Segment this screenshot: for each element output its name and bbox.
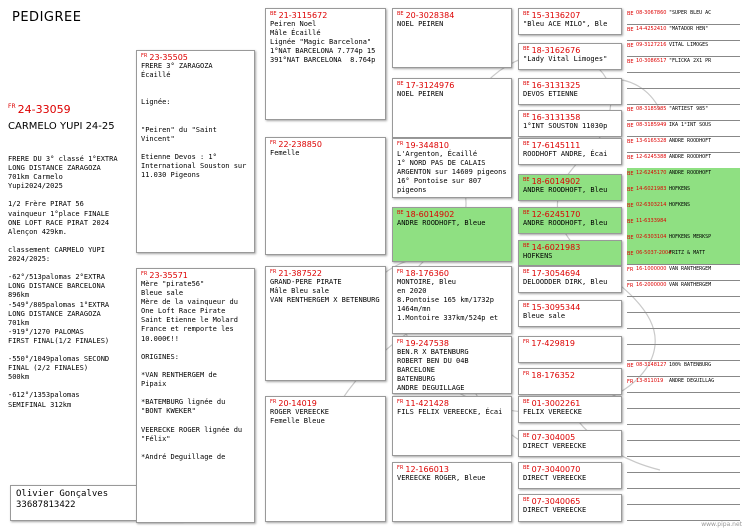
g5-ancestor-line[interactable] <box>627 216 740 233</box>
ring-number: $^{BE}$ 07-304005 <box>523 433 576 442</box>
ring-number: $^{BE}$ 07-3040070 <box>523 465 581 474</box>
g4-ancestor-box[interactable] <box>518 300 622 327</box>
flag-code: BE <box>627 363 634 369</box>
g5-ancestor-line[interactable] <box>627 72 740 89</box>
g3-ancestor-box[interactable] <box>392 8 512 68</box>
ancestor-name: "SUPER BLEU AC <box>669 10 712 16</box>
ancestor-text: NOEL PEIREN <box>397 90 444 98</box>
ancestor-name: HOFKENS MERKSP <box>669 234 712 240</box>
ancestor-name: "FLICKA 2X1 PR <box>669 58 712 64</box>
ring-number: $^{FR}$ 12-166013 <box>397 465 449 474</box>
g4-ancestor-box[interactable] <box>518 8 622 35</box>
g4-ancestor-box[interactable] <box>518 110 622 137</box>
ancestor-name: ANDRE DEGUILLAG <box>669 378 715 384</box>
g5-ancestor-line[interactable] <box>627 312 740 329</box>
g5-ancestor-line[interactable] <box>627 360 740 377</box>
flag-code: BE <box>627 43 634 49</box>
g4-ancestor-box[interactable] <box>518 138 622 165</box>
g5-ancestor-line[interactable] <box>627 40 740 57</box>
g5-ancestor-line[interactable] <box>627 56 740 73</box>
g5-ancestor-line[interactable] <box>627 8 740 25</box>
flag-code: BE <box>627 219 634 225</box>
ring-number: $^{FR}$ 21-387522 <box>270 269 322 278</box>
g3-ancestor-box[interactable] <box>392 462 512 522</box>
ring-number: 11-6333984 <box>636 218 667 224</box>
owner-phone: 33687813422 <box>16 500 76 511</box>
g2-ancestor-box[interactable] <box>265 137 386 255</box>
ring-number: $^{BE}$ 17-3124976 <box>397 81 455 90</box>
ancestor-text: GRAND-PERE PIRATE Mâle Bleu sale VAN RENTHERGEM X BETENBURG <box>270 278 380 305</box>
ring-number: 08-3067860 <box>636 10 667 16</box>
g5-ancestor-line[interactable] <box>627 88 740 105</box>
g5-ancestor-line[interactable] <box>627 408 740 425</box>
g5-ancestor-line[interactable] <box>627 264 740 281</box>
ancestor-text: Femelle <box>270 149 300 157</box>
ancestor-text: DEVOS ETIENNE <box>523 90 578 98</box>
ancestor-text: FILS FELIX VEREECKE, Écai <box>397 408 503 416</box>
flag-code: BE <box>627 155 634 161</box>
flag-code: BE <box>627 123 634 129</box>
ancestor-text: Bleue sale <box>523 312 566 320</box>
ring-number: $^{FR}$ 19-247538 <box>397 339 449 348</box>
sire-ring: $^{FR}$ 23-35505 <box>141 53 188 62</box>
flag-code: BE <box>627 251 634 257</box>
ring-number: $^{FR}$ 11-421428 <box>397 399 449 408</box>
owner-name: Olivier Gonçalves <box>16 489 109 499</box>
ring-number: $^{BE}$ 01-3002261 <box>523 399 581 408</box>
g4-ancestor-box[interactable] <box>518 462 622 489</box>
ancestor-text: VEREECKE ROGER, Bleue <box>397 474 486 482</box>
ring-number: $^{BE}$ 07-3040065 <box>523 497 581 506</box>
g5-ancestor-line[interactable] <box>627 136 740 153</box>
g5-ancestor-line[interactable] <box>627 440 740 457</box>
g3-ancestor-box[interactable] <box>392 138 512 198</box>
g2-ancestor-box[interactable] <box>265 8 386 120</box>
ancestor-text: HOFKENS <box>523 252 553 260</box>
g5-ancestor-line[interactable] <box>627 168 740 185</box>
subject-ring: $^{FR}$ 24-33059 <box>8 103 71 116</box>
flag-code: FR <box>627 379 634 385</box>
ring-number: 10-3086517 <box>636 58 667 64</box>
g3-ancestor-box[interactable] <box>392 396 512 456</box>
ring-number: 14-6021983 <box>636 186 667 192</box>
dam-box[interactable] <box>136 268 255 523</box>
flag-code: BE <box>627 171 634 177</box>
flag-code: BE <box>627 235 634 241</box>
g4-ancestor-box[interactable] <box>518 174 622 201</box>
flag-code: BE <box>627 27 634 33</box>
ring-number: 14-4252410 <box>636 26 667 32</box>
ancestor-text: DIRECT VEREECKE <box>523 442 587 450</box>
ancestor-text: ROGER VEREECKE Femelle Bleue <box>270 408 330 426</box>
flag-code: BE <box>627 107 634 113</box>
g3-ancestor-box[interactable] <box>392 78 512 138</box>
ancestor-name: IKA 1°INT SOUS <box>669 122 712 128</box>
g5-ancestor-line[interactable] <box>627 184 740 201</box>
ring-number: $^{FR}$ 17-429819 <box>523 339 575 348</box>
dam-text: Mère "pirate56" Bleue sale Mère de la vainqueur du One Loft Race Pirate Saint Etienne le Molard France et remporte les 10.000€!! ORIGINES: *VAN RENTHERGEM de Pipaix *BATEMBURG lignée du "BONT KWEKER" VEERECKE ROGER lignée du "Félix" *André Deguillage de <box>141 280 243 461</box>
g5-ancestor-line[interactable] <box>627 376 740 393</box>
ring-number: 13-811019 <box>636 378 664 384</box>
ring-number: $^{FR}$ 18-176360 <box>397 269 449 278</box>
ring-number: 09-3127216 <box>636 42 667 48</box>
ring-number: $^{BE}$ 12-6245170 <box>523 210 581 219</box>
site-watermark: www.pipa.net <box>701 521 742 528</box>
ring-number: $^{FR}$ 19-344810 <box>397 141 449 150</box>
ancestor-text: 1°INT SOUSTON 11030p <box>523 122 608 130</box>
ancestor-text: ANDRE ROODHOFT, Bleu <box>523 186 608 194</box>
ring-number: 02-6303214 <box>636 202 667 208</box>
ring-number: $^{BE}$ 18-6014902 <box>523 177 581 186</box>
ancestor-text: BEN.R X BATENBURG ROBERT BEN DU 04B BARCELONE BATENBURG ANDRE DEGUILLAGE <box>397 348 469 393</box>
g5-ancestor-line[interactable] <box>627 488 740 505</box>
ring-number: $^{BE}$ 15-3136207 <box>523 11 581 20</box>
subject-description: FRERE DU 3° classé 1°EXTRA LONG DISTANCE ZARAGOZA 701km Carmelo Yupi2024/2025 1/2 Frère PIRAT 56 vainqueur 1°place FINALE ONE LOFT RACE PIRAT 2024 Alençon 429km. classement CARMELO YUPI 2024/2025: -62°/513palomas 2°EXTRA LONG DISTANCE BARCELONA 896km -549°/805palomas 1°EXTRA LONG DISTANCE ZARAGOZA 701km -919°/1270 PALOMAS FIRST FINAL(1/2 FINALES) -550°/1049palomas SECOND FINAL (2/2 FINALES) 500km -612°/1353palomas SEMIFINAL 312km <box>8 155 118 409</box>
g5-ancestor-line[interactable] <box>627 248 740 265</box>
ring-number: $^{FR}$ 22-238850 <box>270 140 322 149</box>
page-title: PEDIGREE <box>12 10 82 25</box>
ring-number: 16-1000000 <box>636 266 667 272</box>
g5-ancestor-line[interactable] <box>627 504 740 521</box>
g4-ancestor-box[interactable] <box>518 494 622 522</box>
flag-code: BE <box>627 187 634 193</box>
flag-code: FR <box>627 283 634 289</box>
flag-code: FR <box>627 267 634 273</box>
subject-pigeon <box>8 103 115 132</box>
g4-ancestor-box[interactable] <box>518 396 622 423</box>
ring-number: 12-6245170 <box>636 170 667 176</box>
ancestor-text: ROODHOFT ANDRE, Écai <box>523 150 608 158</box>
sire-box[interactable] <box>136 50 255 253</box>
g5-ancestor-line[interactable] <box>627 328 740 345</box>
ancestor-text: DIRECT VEREECKE <box>523 474 587 482</box>
ancestor-text: ANDRE ROODHOFT, Bleue <box>397 219 486 227</box>
ancestor-name: HOFKENS <box>669 186 691 192</box>
ancestor-text: DELOODDER DIRK, Bleu <box>523 278 608 286</box>
ancestor-text: NOEL PEIREN <box>397 20 444 28</box>
ancestor-name: "ARTIEST 985" <box>669 106 709 112</box>
ring-number: 06-5037-2004 <box>636 250 672 256</box>
ancestor-text: "Lady Vital Limoges" <box>523 55 608 63</box>
sire-text: FRERE 3° ZARAGOZA Écaillé Lignée: "Peiren" du "Saint Vincent" Etienne Devos : 1° International Souston sur 11.030 Pigeons <box>141 62 247 180</box>
g5-ancestor-line[interactable] <box>627 24 740 41</box>
g5-ancestor-line[interactable] <box>627 456 740 473</box>
g5-ancestor-line[interactable] <box>627 424 740 441</box>
g4-ancestor-box[interactable] <box>518 240 622 266</box>
g4-ancestor-box[interactable] <box>518 430 622 457</box>
ring-number: 12-6245388 <box>636 154 667 160</box>
ring-number: 16-2000000 <box>636 282 667 288</box>
ring-number: 08-3185949 <box>636 122 667 128</box>
ring-number: 02-6303104 <box>636 234 667 240</box>
g4-ancestor-box[interactable] <box>518 266 622 293</box>
ring-number: $^{BE}$ 20-3028384 <box>397 11 455 20</box>
g4-ancestor-box[interactable] <box>518 207 622 234</box>
ancestor-text: MONTOIRE, Bleu en 2020 8.Pontoise 165 km/1732p 1464m/mn 1.Montoire 337km/524p et <box>397 278 499 323</box>
g5-ancestor-line[interactable] <box>627 296 740 313</box>
ancestor-text: Peiren Noel Mâle Écaillé Lignée "Magic Barcelona" 1°NAT BARCELONA 7.774p 15 391°NAT BARCELONA 8.764p <box>270 20 376 65</box>
g2-ancestor-box[interactable] <box>265 266 386 381</box>
g5-ancestor-line[interactable] <box>627 392 740 409</box>
ancestor-name: VAN RANTHERGEM <box>669 282 712 288</box>
flag-code: BE <box>627 11 634 17</box>
g4-ancestor-box[interactable] <box>518 336 622 363</box>
subject-name: CARMELO YUPI 24-25 <box>8 121 115 132</box>
g2-ancestor-box[interactable] <box>265 396 386 522</box>
g4-ancestor-box[interactable] <box>518 78 622 105</box>
dam-ring: $^{FR}$ 23-35571 <box>141 271 188 280</box>
ring-number: $^{BE}$ 21-3115672 <box>270 11 328 20</box>
g5-ancestor-line[interactable] <box>627 152 740 169</box>
ring-number: $^{BE}$ 15-3095344 <box>523 303 581 312</box>
ancestor-name: 100% BATENBURG <box>669 362 712 368</box>
g5-ancestor-line[interactable] <box>627 472 740 489</box>
ancestor-text: ANDRE ROODHOFT, Bleu <box>523 219 608 227</box>
ring-number: $^{BE}$ 14-6021983 <box>523 243 581 252</box>
g5-ancestor-line[interactable] <box>627 120 740 137</box>
g5-ancestor-line[interactable] <box>627 232 740 249</box>
ancestor-text: DIRECT VEREECKE <box>523 506 587 514</box>
ring-number: $^{BE}$ 17-6145111 <box>523 141 581 150</box>
ring-number: $^{BE}$ 18-3162676 <box>523 46 581 55</box>
ring-number: $^{FR}$ 18-176352 <box>523 371 575 380</box>
ancestor-text: FELIX VEREECKE <box>523 408 583 416</box>
ancestor-name: VITAL LIMOGES <box>669 42 709 48</box>
flag-code: BE <box>627 203 634 209</box>
ancestor-name: FRITZ & MATT <box>669 250 706 256</box>
ring-number: 08-3148127 <box>636 362 667 368</box>
ring-number: 13-6165328 <box>636 138 667 144</box>
flag-code: BE <box>627 59 634 65</box>
g5-ancestor-line[interactable] <box>627 280 740 297</box>
ancestor-name: VAN RANTHERGEM <box>669 266 712 272</box>
ancestor-name: ANDRE ROODHOFT <box>669 170 712 176</box>
ancestor-text: L'Argenton, Écaillé 1° NORD PAS DE CALAIS ARGENTON sur 14609 pigeons 16° Pontoise sur 807 pigeons <box>397 150 507 195</box>
g3-ancestor-box[interactable] <box>392 207 512 262</box>
flag-code: BE <box>627 139 634 145</box>
g5-ancestor-line[interactable] <box>627 344 740 361</box>
ring-number: 08-3185985 <box>636 106 667 112</box>
g5-ancestor-line[interactable] <box>627 104 740 121</box>
ancestor-name: ANDRE ROODHOFT <box>669 154 712 160</box>
g4-ancestor-box[interactable] <box>518 368 622 395</box>
ring-number: $^{BE}$ 16-3131358 <box>523 113 581 122</box>
ancestor-text: "Bleu ACE MILO", Ble <box>523 20 608 28</box>
ancestor-name: ANDRE ROODHOFT <box>669 138 712 144</box>
g4-ancestor-box[interactable] <box>518 43 622 70</box>
ancestor-name: "MATADOR HEN" <box>669 26 709 32</box>
ring-number: $^{BE}$ 16-3131325 <box>523 81 581 90</box>
ring-number: $^{BE}$ 18-6014902 <box>397 210 455 219</box>
ring-number: $^{BE}$ 17-3054694 <box>523 269 581 278</box>
ring-number: $^{FR}$ 20-14019 <box>270 399 317 408</box>
g5-ancestor-line[interactable] <box>627 200 740 217</box>
ancestor-name: HOFKENS <box>669 202 691 208</box>
g3-ancestor-box[interactable] <box>392 336 512 394</box>
g3-ancestor-box[interactable] <box>392 266 512 334</box>
